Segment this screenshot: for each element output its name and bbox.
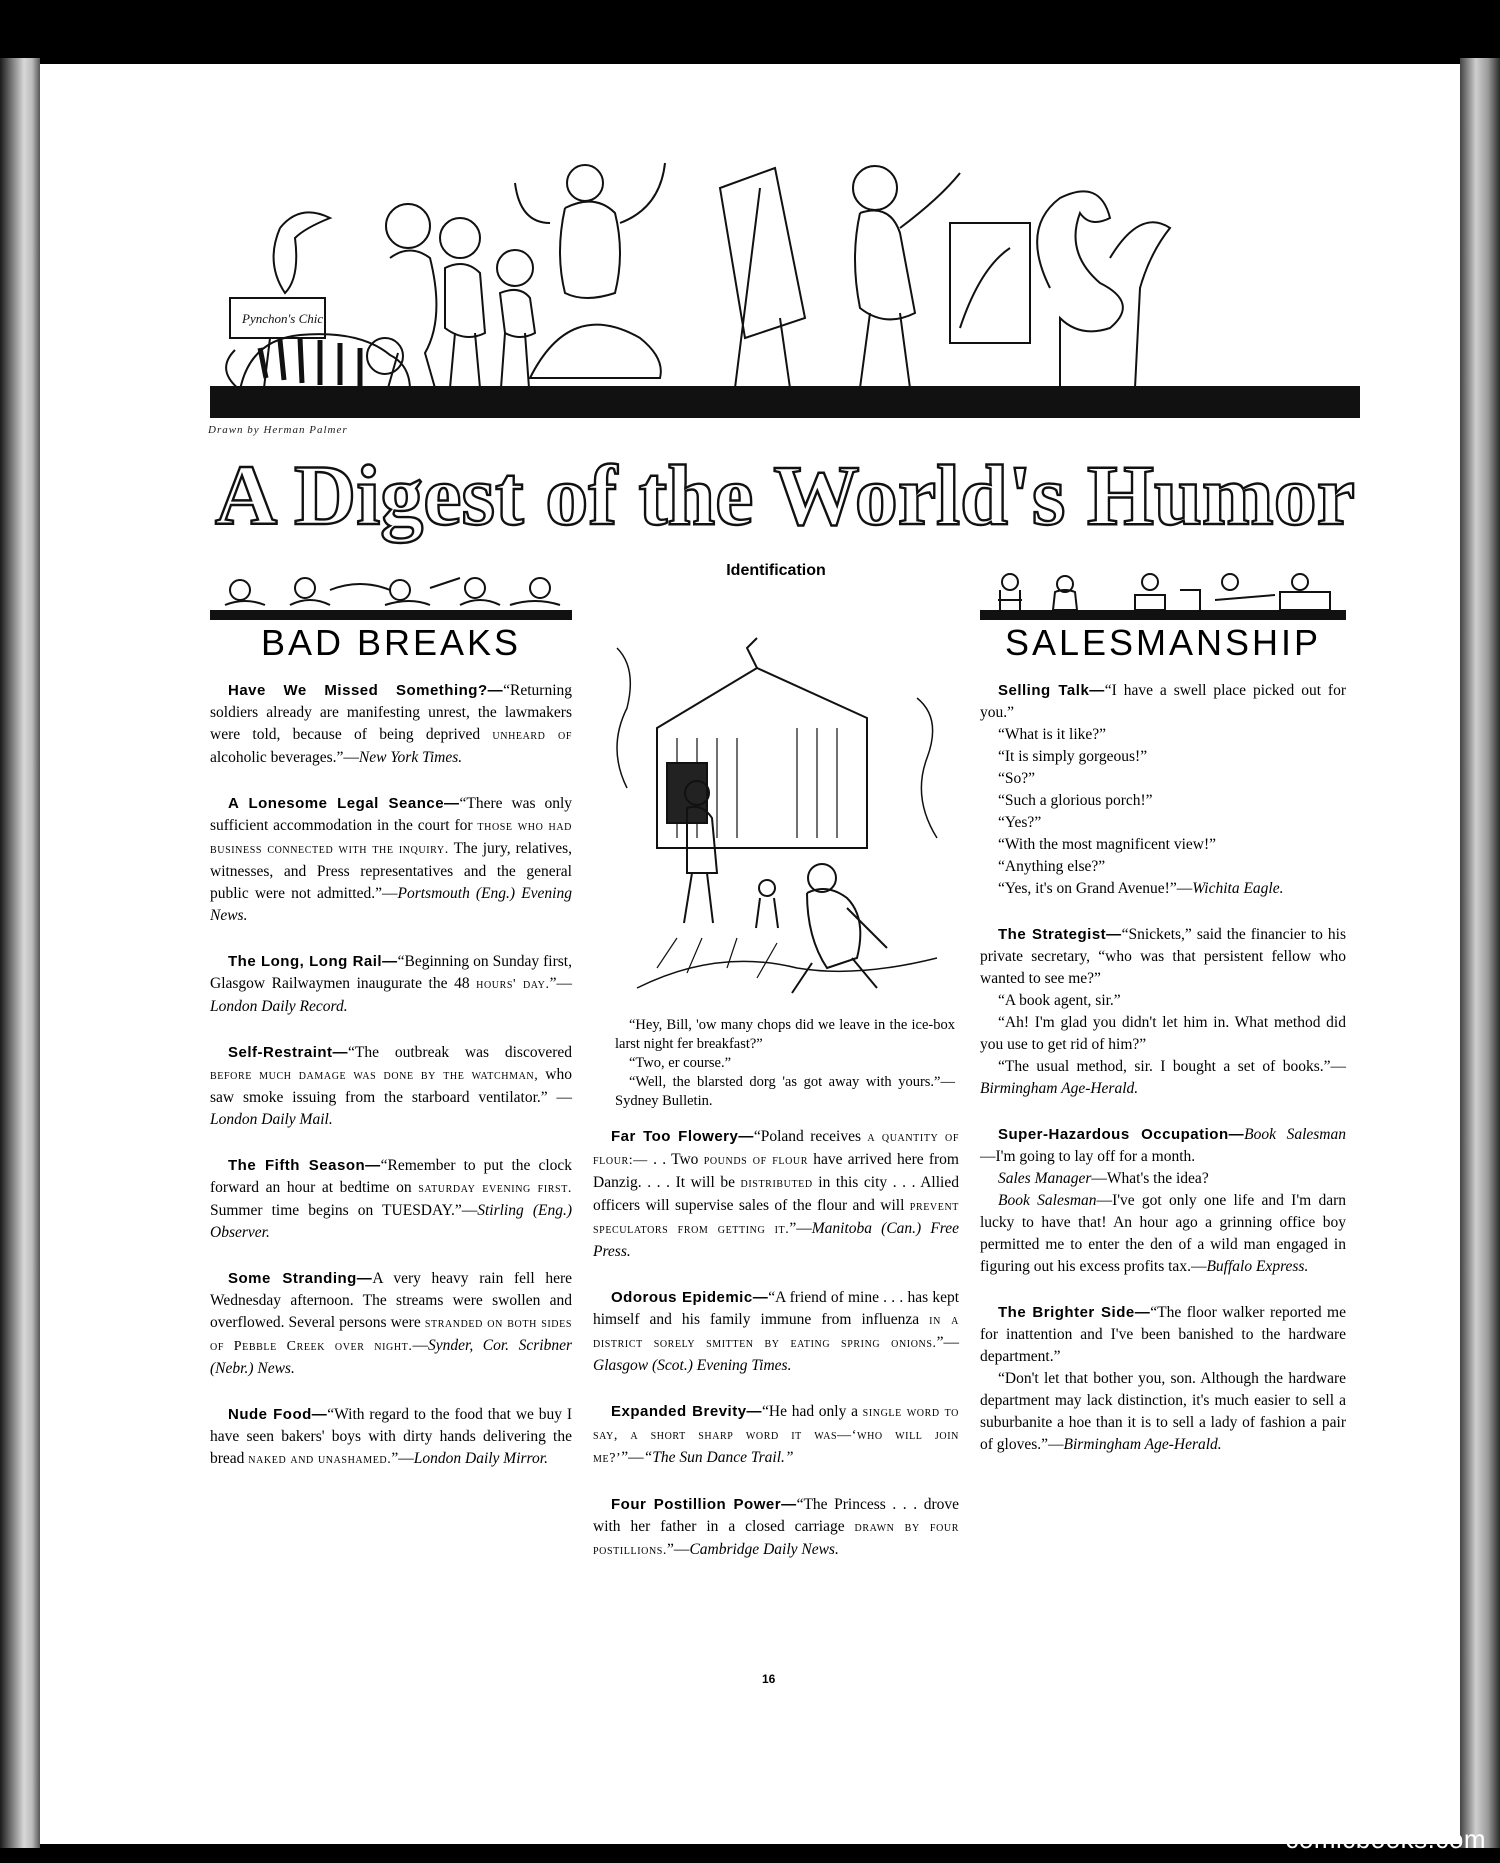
item-source: London Daily Mail.	[210, 1111, 333, 1128]
column-bad-breaks	[210, 570, 572, 1495]
item-text: ”—	[936, 1334, 959, 1351]
item-emphasis: before much damage was done by the watchman,	[210, 1068, 539, 1083]
dialogue-line: “Ah! I'm glad you didn't let him in. What method did you use to get rid of him?”	[980, 1014, 1346, 1053]
item-selling-talk	[980, 680, 1346, 724]
item-text: “Don't let that bother you, son. Although the hardware department may lack distinction, it's much easier to sell a suburbanite a hoe than it is to sell a lady of fashion a pair of gloves.”—	[980, 1370, 1346, 1453]
book-spine-right	[1460, 58, 1500, 1848]
item-emphasis: unheard of	[492, 728, 572, 743]
item-text: A very heavy rain fell here Wednesday afternoon. The streams were swollen and overflowed. Several persons were	[210, 1270, 572, 1331]
item-source: London Daily Record.	[210, 998, 348, 1015]
item-four-postillion-power	[593, 1494, 959, 1562]
book-spine-left	[0, 58, 40, 1848]
item-odorous-epidemic	[593, 1287, 959, 1377]
section-title-bad-breaks: BAD BREAKS	[260, 622, 522, 663]
column-middle-items	[593, 1126, 959, 1586]
dialogue-line: “So?”	[998, 770, 1036, 787]
header-illustration	[170, 128, 1360, 418]
item-strategist	[980, 924, 1346, 990]
item-text: ”—	[391, 1450, 414, 1467]
salesmanship-illustration	[980, 570, 1346, 628]
item-emphasis: single word to say, a short sharp word it was—‘who will join me?’	[593, 1405, 959, 1466]
item-source: Synder, Cor. Scribner (Nebr.) News.	[210, 1337, 572, 1377]
cartoon-title: Identification	[726, 562, 826, 579]
dialogue-line	[980, 1056, 1346, 1100]
dialogue-line: “Yes?”	[998, 814, 1042, 831]
item-text: “I have a swell place picked out for you.”	[980, 682, 1346, 721]
item-text: . . Two	[647, 1151, 704, 1168]
dialogue-line: “A book agent, sir.”	[998, 992, 1121, 1009]
item-text: “With regard to the food that we buy I have seen bakers' boys with dirty hands delivering the bread	[210, 1406, 572, 1467]
item-text: “Yes, it's on Grand Avenue!”—	[998, 880, 1193, 897]
item-text: have arrived here from Danzig. . . . It will be	[593, 1151, 959, 1191]
item-text: “Poland receives	[753, 1128, 868, 1145]
item-source: Wichita Eagle.	[1192, 880, 1284, 897]
item-heading: The Long, Long Rail—	[228, 953, 398, 970]
dialogue-line	[980, 1190, 1346, 1278]
item-bad-breaks-2	[210, 793, 572, 927]
item-emphasis: a quantity of flour:—	[593, 1130, 959, 1168]
item-source: Stirling (Eng.) Observer.	[210, 1202, 572, 1241]
dialogue-line	[980, 1168, 1346, 1190]
item-text: “The usual method, sir. I bought a set of books.”—	[998, 1058, 1346, 1075]
item-text: —I'm going to lay off for a month.	[980, 1148, 1196, 1165]
item-text: “Beginning on Sunday first, Glasgow Railwaymen inaugurate the 48	[210, 953, 572, 992]
site-watermark: comicbooks.com	[1285, 1824, 1486, 1854]
item-heading: Far Too Flowery—	[611, 1128, 754, 1145]
item-bad-breaks-5	[210, 1155, 572, 1244]
item-source: London Daily Mirror.	[413, 1450, 548, 1467]
item-emphasis: prevent speculators from getting it.	[593, 1199, 959, 1237]
item-text: alcoholic beverages.”—	[210, 749, 359, 766]
item-heading: The Fifth Season—	[228, 1157, 381, 1174]
dialogue-line: “Anything else?”	[998, 858, 1106, 875]
item-text: The jury, relatives, witnesses, and Press representatives and the general public were not admitted.”—	[210, 840, 573, 902]
item-emphasis: hours' day.	[476, 977, 550, 992]
illustration-credit: Drawn by Herman Palmer	[208, 424, 348, 436]
item-emphasis: those who had business connected with the inquiry.	[210, 819, 572, 857]
item-text: “A friend of mine . . . has kept himself and his family immune from influenza	[593, 1289, 960, 1328]
item-super-hazardous-occupation	[980, 1124, 1346, 1168]
item-expanded-brevity	[593, 1401, 959, 1470]
dialogue-line: “What is it like?”	[998, 726, 1107, 743]
header-figures	[226, 163, 1170, 390]
item-source: Buffalo Express.	[1206, 1258, 1309, 1275]
bad-breaks-illustration	[210, 570, 572, 628]
item-source: Cambridge Daily News.	[689, 1541, 839, 1558]
item-brighter-side	[980, 1302, 1346, 1368]
item-heading: Have We Missed Something?—	[228, 682, 504, 699]
caption-line: “Hey, Bill, 'ow many chops did we leave in the ice-box larst night fer breakfast?”	[615, 1017, 955, 1052]
item-text: ”—	[789, 1220, 812, 1237]
item-text: “The outbreak was discovered	[348, 1044, 572, 1061]
item-source: Manitoba (Can.) Free Press.	[593, 1220, 959, 1260]
speaker-role: Book Salesman	[1244, 1126, 1346, 1143]
item-heading: Selling Talk—	[998, 682, 1105, 699]
item-emphasis: drawn by four postillions.	[593, 1520, 960, 1558]
item-heading: A Lonesome Legal Seance—	[228, 795, 460, 812]
item-text: “Snickets,” said the financier to his private secretary, “who was that persistent fellow who wanted to see me?”	[980, 926, 1346, 987]
item-heading: Super-Hazardous Occupation—	[998, 1126, 1245, 1143]
item-source: Glasgow (Scot.) Evening Times.	[593, 1357, 792, 1374]
page-title	[210, 446, 1360, 546]
item-text: “Remember to put the clock forward an hour at bedtime on	[210, 1157, 573, 1196]
item-text: “He had only a	[762, 1403, 863, 1420]
dialogue-line: “With the most magnificent view!”	[998, 836, 1217, 853]
item-emphasis: pounds of flour	[703, 1153, 809, 1168]
item-bad-breaks-4	[210, 1042, 572, 1131]
section-title-salesmanship: SALESMANSHIP	[1004, 622, 1322, 663]
item-text: “There was only sufficient accommodation in the court for	[210, 795, 572, 834]
header-ground-band	[210, 386, 1360, 418]
page-number: 16	[762, 1672, 776, 1686]
item-text: ”—	[667, 1541, 690, 1558]
item-text: “Returning soldiers already are manifesting unrest, the lawmakers were told, because of being deprived	[210, 682, 572, 743]
item-source: New York Times.	[358, 749, 463, 766]
item-heading: Nude Food—	[228, 1406, 328, 1423]
item-text: in this city . . . Allied officers will supervise sales of the flour and will	[593, 1174, 959, 1214]
item-bad-breaks-7	[210, 1404, 572, 1471]
caption-line: “Well, the blarsted dorg 'as got away with yours.”—Sydney Bulletin.	[615, 1074, 955, 1109]
item-emphasis: stranded on both sides of Pebble Creek over night.	[210, 1316, 573, 1354]
item-source: Birmingham Age-Herald.	[1063, 1436, 1222, 1453]
item-text: who saw smoke issuing from the starboard ventilator.” —	[210, 1066, 572, 1106]
item-text: “The floor walker reported me for inattention and I've been banished to the hardware department.”	[980, 1304, 1346, 1365]
identification-cartoon	[597, 588, 957, 1008]
item-heading: The Brighter Side—	[998, 1304, 1151, 1321]
dialogue-line	[980, 1368, 1346, 1456]
item-heading: Some Stranding—	[228, 1270, 373, 1287]
item-text: —	[412, 1337, 428, 1354]
item-emphasis: distributed	[740, 1176, 813, 1191]
item-emphasis: in a district sorely smitten by eating spring onions.	[593, 1313, 959, 1351]
item-heading: Odorous Epidemic—	[611, 1289, 769, 1306]
item-emphasis: naked and unashamed.	[248, 1452, 392, 1467]
item-heading: Four Postillion Power—	[611, 1496, 797, 1513]
dialogue-line	[980, 878, 1346, 900]
item-emphasis: saturday evening first.	[418, 1181, 572, 1196]
item-text: —I've got only one life and I'm darn lucky to have that! An hour ago a grinning office boy permitted me to enter the den of a wild man engaged in figuring out his excess profits tax.—	[980, 1192, 1346, 1275]
speaker-role: Sales Manager	[998, 1170, 1092, 1187]
item-heading: Self-Restraint—	[228, 1044, 349, 1061]
item-bad-breaks-3	[210, 951, 572, 1018]
item-source: Portsmouth (Eng.) Evening News.	[210, 885, 572, 924]
page-title-text: A Digest of the World's Humor	[215, 447, 1355, 543]
item-text: —What's the idea?	[1091, 1170, 1209, 1187]
speaker-role: Book Salesman	[998, 1192, 1097, 1209]
item-bad-breaks-6	[210, 1268, 572, 1380]
item-text: “The Princess . . . drove with her father in a closed carriage	[593, 1496, 959, 1535]
cartoon-caption	[615, 1016, 955, 1111]
item-text: Summer time begins on TUESDAY.”—	[210, 1202, 478, 1219]
item-text: ”—	[621, 1449, 644, 1466]
dialogue-line: “Such a glorious porch!”	[998, 792, 1153, 809]
item-far-too-flowery	[593, 1126, 959, 1263]
item-bad-breaks-1	[210, 680, 572, 769]
caption-line: “Two, er course.”	[629, 1055, 732, 1071]
dialogue-line: “It is simply gorgeous!”	[998, 748, 1148, 765]
item-heading: The Strategist—	[998, 926, 1122, 943]
item-text: ”—	[549, 975, 572, 992]
item-source: “The Sun Dance Trail.”	[643, 1449, 794, 1466]
header-sign-text: Pynchon's Chic	[242, 311, 324, 326]
item-source: Birmingham Age-Herald.	[980, 1080, 1139, 1097]
item-heading: Expanded Brevity—	[611, 1403, 763, 1420]
column-salesmanship	[980, 570, 1346, 1480]
